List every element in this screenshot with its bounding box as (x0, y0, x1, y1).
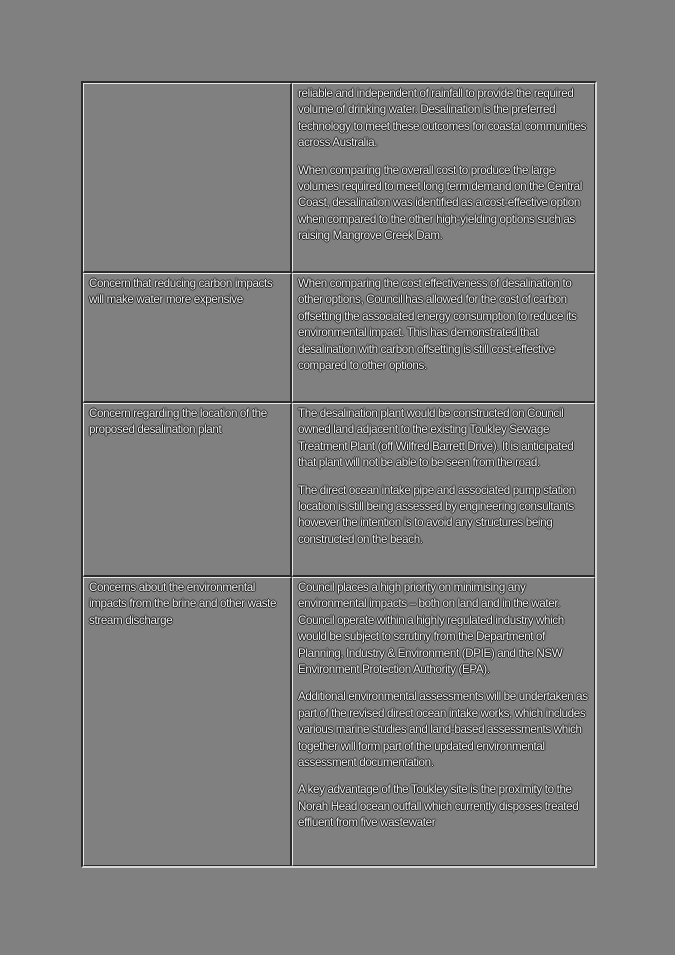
table-row (83, 83, 595, 273)
concern-text: Concerns about the environmental impacts from the brine and other waste stream discharge (89, 581, 277, 627)
response-paragraph: reliable and independent of rainfall to provide the required volume of drinking water. Desalination is the preferred technology to meet these outcomes for coastal communities across Australia. (298, 87, 587, 150)
table-row (83, 403, 595, 577)
concern-text: Concern that reducing carbon impacts will make water more expensive (89, 277, 273, 307)
response-paragraph: A key advantage of the Toukley site is the proximity to the Norah Head ocean outfall which currently disposes treated effluent from five wastewater (298, 783, 579, 830)
table-row (83, 273, 595, 403)
response-paragraph: When comparing the cost effectiveness of desalination to other options, Council has allowed for the cost of carbon offsetting the associated energy consumption to reduce its environmental impact. This has demonstrated that desalination with carbon offsetting is still cost-effective compared to other options. (298, 277, 577, 373)
response-paragraph: When comparing the overall cost to produce the large volumes required to meet long term demand on the Central Coast, desalination was identified as a cost-effective option when compared to the other high-yielding options such as raising Mangrove Creek Dam. (298, 163, 582, 243)
concern-cell (83, 273, 292, 403)
response-cell (292, 577, 595, 866)
response-paragraph: Additional environmental assessments will be undertaken as part of the revised direct ocean intake works, which includes various marine studies and land-based assessments which together will form part of the updated environmental assessment documentation. (298, 690, 588, 770)
table-row (83, 577, 595, 866)
concern-cell (83, 403, 292, 577)
concern-text: Concern regarding the location of the proposed desalination plant (89, 407, 267, 437)
concern-cell (83, 83, 292, 273)
response-paragraph: Council places a high priority on minimising any environmental impacts – both on land and in the water. Council operate within a highly regulated industry which would be subject to scrutiny from the Department of Planning, Industry & Environment (DPIE) and the NSW Environment Protection Authority (EPA). (298, 581, 564, 677)
response-cell (292, 83, 595, 273)
response-paragraph: The desalination plant would be constructed on Council owned land adjacent to the existing Toukley Sewage Treatment Plant (off Wilfred Barrett Drive). It is anticipated that plant will not be able to be seen from the road. (298, 407, 574, 470)
concern-cell (83, 577, 292, 866)
response-cell (292, 403, 595, 577)
concerns-response-table (81, 81, 597, 868)
response-paragraph: The direct ocean intake pipe and associated pump station location is still being assessed by engineering consultants however the intention is to avoid any structures being constructed on the beach. (298, 483, 575, 546)
response-cell (292, 273, 595, 403)
